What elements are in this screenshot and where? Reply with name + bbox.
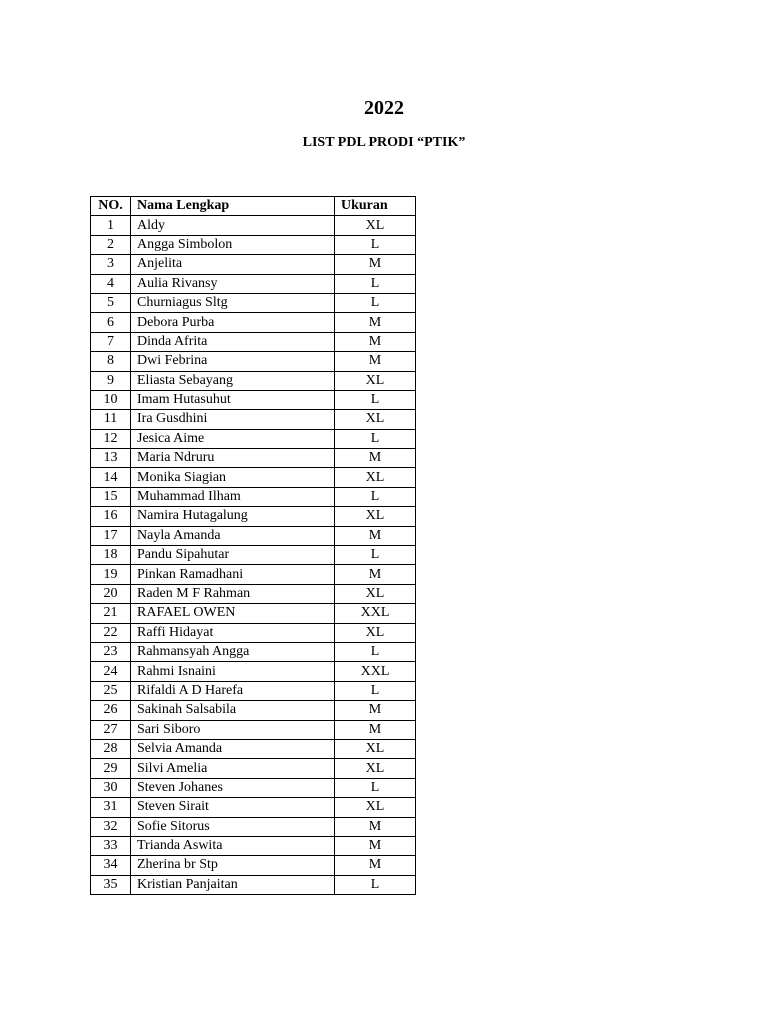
table-row: [91, 255, 416, 274]
row-number: 11: [91, 410, 131, 429]
row-name: Selvia Amanda: [131, 739, 335, 758]
row-size: L: [335, 681, 416, 700]
table-row: [91, 352, 416, 371]
row-size: XL: [335, 759, 416, 778]
row-name: Pinkan Ramadhani: [131, 565, 335, 584]
table-row: [91, 681, 416, 700]
row-name: Sofie Sitorus: [131, 817, 335, 836]
row-number: 26: [91, 701, 131, 720]
table-row: [91, 546, 416, 565]
row-name: Sakinah Salsabila: [131, 701, 335, 720]
table-row: [91, 584, 416, 603]
row-number: 35: [91, 875, 131, 894]
row-size: L: [335, 875, 416, 894]
header-size: Ukuran: [335, 197, 416, 216]
row-name: Ira Gusdhini: [131, 410, 335, 429]
row-number: 34: [91, 856, 131, 875]
row-size: XL: [335, 739, 416, 758]
table-row: [91, 313, 416, 332]
row-name: Namira Hutagalung: [131, 507, 335, 526]
row-name: Eliasta Sebayang: [131, 371, 335, 390]
row-size: L: [335, 429, 416, 448]
row-number: 21: [91, 604, 131, 623]
row-name: Aldy: [131, 216, 335, 235]
row-size: L: [335, 390, 416, 409]
table-row: [91, 604, 416, 623]
row-size: XL: [335, 410, 416, 429]
row-number: 10: [91, 390, 131, 409]
row-number: 17: [91, 526, 131, 545]
row-name: Rahmansyah Angga: [131, 642, 335, 661]
table-row: [91, 662, 416, 681]
table-row: [91, 720, 416, 739]
row-size: L: [335, 487, 416, 506]
row-number: 6: [91, 313, 131, 332]
row-size: XL: [335, 468, 416, 487]
row-number: 12: [91, 429, 131, 448]
table-row: [91, 235, 416, 254]
row-size: XXL: [335, 662, 416, 681]
row-size: XL: [335, 507, 416, 526]
row-size: M: [335, 332, 416, 351]
row-size: M: [335, 817, 416, 836]
row-name: Silvi Amelia: [131, 759, 335, 778]
row-size: M: [335, 313, 416, 332]
row-number: 25: [91, 681, 131, 700]
row-name: Debora Purba: [131, 313, 335, 332]
row-name: RAFAEL OWEN: [131, 604, 335, 623]
row-name: Steven Johanes: [131, 778, 335, 797]
row-number: 31: [91, 798, 131, 817]
row-size: M: [335, 449, 416, 468]
document-year: 2022: [364, 97, 404, 119]
row-size: L: [335, 274, 416, 293]
table-row: [91, 798, 416, 817]
row-number: 29: [91, 759, 131, 778]
row-number: 7: [91, 332, 131, 351]
row-number: 5: [91, 293, 131, 312]
row-number: 32: [91, 817, 131, 836]
row-size: XL: [335, 798, 416, 817]
row-name: Jesica Aime: [131, 429, 335, 448]
table-row: [91, 216, 416, 235]
row-name: Churniagus Sltg: [131, 293, 335, 312]
row-name: Raden M F Rahman: [131, 584, 335, 603]
table-row: [91, 449, 416, 468]
row-name: Anjelita: [131, 255, 335, 274]
row-name: Aulia Rivansy: [131, 274, 335, 293]
row-name: Zherina br Stp: [131, 856, 335, 875]
table-row: [91, 856, 416, 875]
row-number: 1: [91, 216, 131, 235]
row-number: 22: [91, 623, 131, 642]
header-name: Nama Lengkap: [131, 197, 335, 216]
row-size: L: [335, 293, 416, 312]
table-row: [91, 623, 416, 642]
row-size: XL: [335, 584, 416, 603]
row-name: Imam Hutasuhut: [131, 390, 335, 409]
row-number: 9: [91, 371, 131, 390]
table-row: [91, 526, 416, 545]
table-row: [91, 739, 416, 758]
row-number: 24: [91, 662, 131, 681]
table-row: [91, 293, 416, 312]
table-row: [91, 390, 416, 409]
document-title: LIST PDL PRODI “PTIK”: [302, 135, 466, 150]
row-name: Rahmi Isnaini: [131, 662, 335, 681]
row-size: M: [335, 526, 416, 545]
row-size: M: [335, 856, 416, 875]
row-number: 15: [91, 487, 131, 506]
table-row: [91, 875, 416, 894]
row-size: XL: [335, 623, 416, 642]
row-size: L: [335, 642, 416, 661]
size-list-table: [90, 196, 416, 895]
table-row: [91, 642, 416, 661]
row-number: 27: [91, 720, 131, 739]
row-name: Nayla Amanda: [131, 526, 335, 545]
row-size: L: [335, 546, 416, 565]
row-size: M: [335, 720, 416, 739]
row-name: Kristian Panjaitan: [131, 875, 335, 894]
row-size: M: [335, 701, 416, 720]
row-size: L: [335, 235, 416, 254]
row-number: 33: [91, 836, 131, 855]
row-name: Muhammad Ilham: [131, 487, 335, 506]
row-number: 8: [91, 352, 131, 371]
row-number: 16: [91, 507, 131, 526]
table-row: [91, 507, 416, 526]
row-number: 28: [91, 739, 131, 758]
table-row: [91, 565, 416, 584]
table-body: [91, 216, 416, 895]
row-size: M: [335, 565, 416, 584]
row-size: XXL: [335, 604, 416, 623]
row-name: Maria Ndruru: [131, 449, 335, 468]
row-name: Raffi Hidayat: [131, 623, 335, 642]
header-no: NO.: [91, 197, 131, 216]
table-row: [91, 817, 416, 836]
row-size: M: [335, 352, 416, 371]
row-name: Dinda Afrita: [131, 332, 335, 351]
table-row: [91, 759, 416, 778]
table-row: [91, 410, 416, 429]
row-name: Trianda Aswita: [131, 836, 335, 855]
table-row: [91, 836, 416, 855]
table-row: [91, 778, 416, 797]
row-name: Dwi Febrina: [131, 352, 335, 371]
row-number: 3: [91, 255, 131, 274]
row-size: XL: [335, 216, 416, 235]
row-size: M: [335, 255, 416, 274]
table-header-row: [91, 197, 416, 216]
table-row: [91, 429, 416, 448]
row-number: 18: [91, 546, 131, 565]
row-number: 4: [91, 274, 131, 293]
row-size: XL: [335, 371, 416, 390]
row-number: 2: [91, 235, 131, 254]
row-name: Pandu Sipahutar: [131, 546, 335, 565]
row-size: M: [335, 836, 416, 855]
row-name: Angga Simbolon: [131, 235, 335, 254]
table-row: [91, 487, 416, 506]
row-name: Steven Sirait: [131, 798, 335, 817]
table-row: [91, 701, 416, 720]
row-name: Sari Siboro: [131, 720, 335, 739]
row-name: Monika Siagian: [131, 468, 335, 487]
table-row: [91, 468, 416, 487]
row-number: 23: [91, 642, 131, 661]
row-name: Rifaldi A D Harefa: [131, 681, 335, 700]
row-number: 20: [91, 584, 131, 603]
table-row: [91, 332, 416, 351]
row-number: 13: [91, 449, 131, 468]
row-size: L: [335, 778, 416, 797]
row-number: 19: [91, 565, 131, 584]
row-number: 30: [91, 778, 131, 797]
table-row: [91, 371, 416, 390]
table-row: [91, 274, 416, 293]
row-number: 14: [91, 468, 131, 487]
